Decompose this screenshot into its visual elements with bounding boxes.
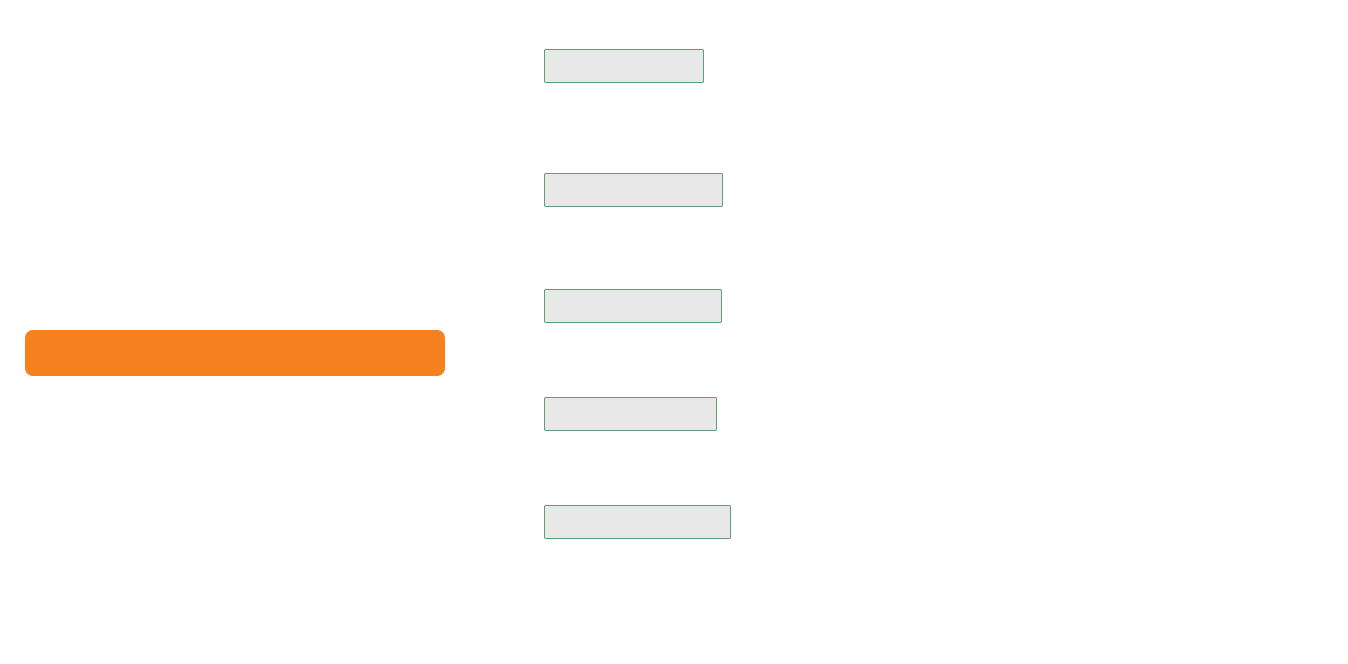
unit-2-topic[interactable] [544,173,723,207]
root-topic[interactable] [25,330,445,376]
unit-4-description [782,397,1282,443]
unit-5-topic[interactable] [544,505,731,539]
unit-3-topic[interactable] [544,289,722,323]
unit-3-description [787,289,1287,335]
unit-2-description [788,165,1288,219]
unit-4-topic[interactable] [544,397,717,431]
unit-1-topic[interactable] [544,49,704,83]
unit-1-description [769,41,1274,95]
